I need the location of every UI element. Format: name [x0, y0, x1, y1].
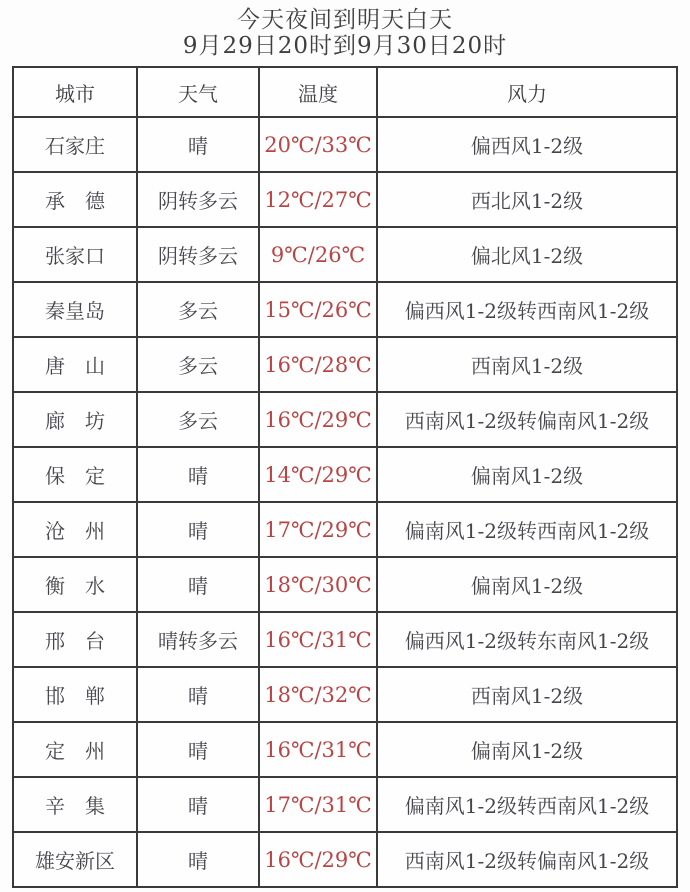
wind-cell: 西南风1-2级	[377, 667, 677, 722]
table-row	[13, 832, 677, 887]
city-cell: 辛 集	[13, 777, 137, 832]
weather-cell: 晴转多云	[137, 612, 259, 667]
city-cell: 定 州	[13, 722, 137, 777]
temperature-cell: 16℃/28℃	[259, 337, 377, 392]
table-row	[13, 392, 677, 447]
weather-cell: 多云	[137, 282, 259, 337]
wind-cell: 偏西风1-2级转东南风1-2级	[377, 612, 677, 667]
weather-cell: 晴	[137, 722, 259, 777]
temperature-cell: 17℃/29℃	[259, 502, 377, 557]
city-cell: 秦皇岛	[13, 282, 137, 337]
weather-cell: 晴	[137, 832, 259, 887]
page-subtitle: 9月29日20时到9月30日20时	[182, 33, 508, 59]
weather-cell: 晴	[137, 447, 259, 502]
table-row	[13, 282, 677, 337]
temperature-cell: 16℃/31℃	[259, 612, 377, 667]
city-cell: 廊 坊	[13, 392, 137, 447]
table-row	[13, 777, 677, 832]
wind-cell: 西南风1-2级转偏南风1-2级	[377, 392, 677, 447]
weather-cell: 晴	[137, 117, 259, 172]
weather-cell: 阴转多云	[137, 227, 259, 282]
city-cell: 保 定	[13, 447, 137, 502]
wind-cell: 偏西风1-2级	[377, 117, 677, 172]
column-header-wind: 风力	[377, 67, 677, 117]
wind-cell: 偏南风1-2级	[377, 447, 677, 502]
table-row	[13, 612, 677, 667]
table-row	[13, 172, 677, 227]
table-row	[13, 447, 677, 502]
table-row	[13, 667, 677, 722]
weather-cell: 多云	[137, 392, 259, 447]
city-cell: 邢 台	[13, 612, 137, 667]
wind-cell: 偏南风1-2级转西南风1-2级	[377, 502, 677, 557]
temperature-cell: 17℃/31℃	[259, 777, 377, 832]
wind-cell: 西南风1-2级	[377, 337, 677, 392]
table-row	[13, 557, 677, 612]
city-cell: 石家庄	[13, 117, 137, 172]
column-header-temperature: 温度	[259, 67, 377, 117]
title-block	[0, 0, 690, 59]
forecast-table	[12, 66, 678, 888]
temperature-cell: 20℃/33℃	[259, 117, 377, 172]
temperature-cell: 16℃/29℃	[259, 392, 377, 447]
city-cell: 沧 州	[13, 502, 137, 557]
weather-cell: 晴	[137, 777, 259, 832]
temperature-cell: 18℃/32℃	[259, 667, 377, 722]
city-cell: 唐 山	[13, 337, 137, 392]
weather-cell: 阴转多云	[137, 172, 259, 227]
table-row	[13, 117, 677, 172]
temperature-cell: 16℃/31℃	[259, 722, 377, 777]
table-row	[13, 337, 677, 392]
table-header-row	[13, 67, 677, 117]
weather-cell: 晴	[137, 667, 259, 722]
wind-cell: 偏北风1-2级	[377, 227, 677, 282]
temperature-cell: 14℃/29℃	[259, 447, 377, 502]
city-cell: 衡 水	[13, 557, 137, 612]
column-header-weather: 天气	[137, 67, 259, 117]
city-cell: 张家口	[13, 227, 137, 282]
wind-cell: 偏南风1-2级	[377, 557, 677, 612]
table-row	[13, 722, 677, 777]
column-header-city: 城市	[13, 67, 137, 117]
temperature-cell: 16℃/29℃	[259, 832, 377, 887]
wind-cell: 偏南风1-2级	[377, 722, 677, 777]
table-row	[13, 227, 677, 282]
wind-cell: 西南风1-2级转偏南风1-2级	[377, 832, 677, 887]
weather-cell: 晴	[137, 502, 259, 557]
temperature-cell: 9℃/26℃	[259, 227, 377, 282]
wind-cell: 西北风1-2级	[377, 172, 677, 227]
table-row	[13, 502, 677, 557]
temperature-cell: 15℃/26℃	[259, 282, 377, 337]
weather-cell: 多云	[137, 337, 259, 392]
wind-cell: 偏西风1-2级转西南风1-2级	[377, 282, 677, 337]
city-cell: 承 德	[13, 172, 137, 227]
weather-cell: 晴	[137, 557, 259, 612]
city-cell: 邯 郸	[13, 667, 137, 722]
wind-cell: 偏南风1-2级转西南风1-2级	[377, 777, 677, 832]
city-cell: 雄安新区	[13, 832, 137, 887]
page-title: 今天夜间到明天白天	[237, 7, 453, 33]
temperature-cell: 12℃/27℃	[259, 172, 377, 227]
temperature-cell: 18℃/30℃	[259, 557, 377, 612]
